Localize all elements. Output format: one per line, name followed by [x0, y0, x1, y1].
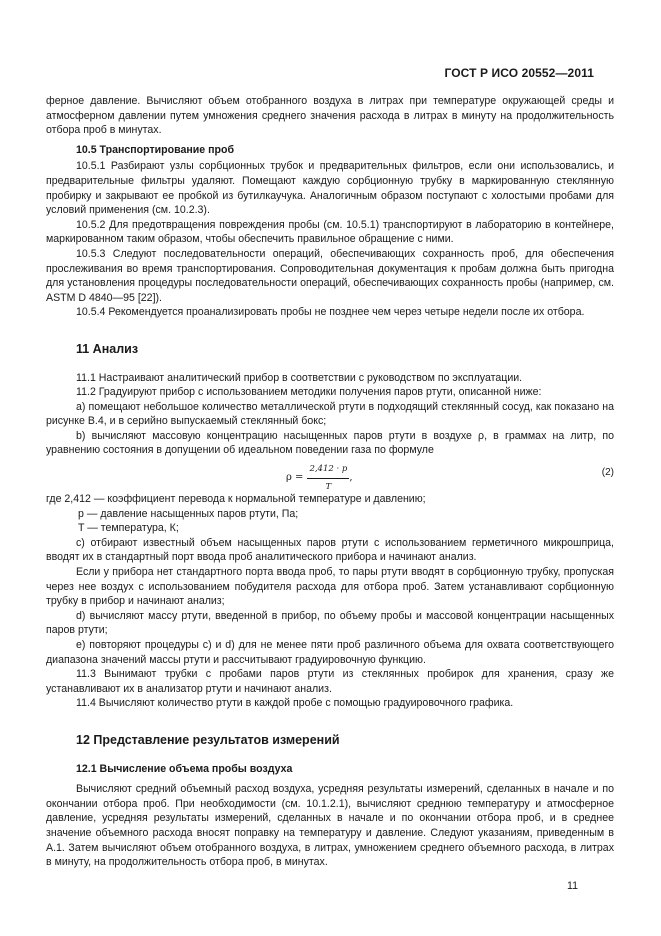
paragraph-10-5-2: 10.5.2 Для предотвращения повреждения пробы (см. 10.5.1) транспортируют в лабораторию в контейнере, маркированном таким образом, чтобы обеспечить правильное обращение с ними. [46, 218, 614, 246]
list-item-e: e) повторяют процедуры c) и d) для не менее пяти проб различного объема для охвата соответствующего диапазона значений массы ртути и рассчитывают градуировочную функцию. [46, 639, 614, 666]
section-heading-11: 11 Анализ [76, 341, 139, 356]
list-item-d: d) вычисляют массу ртути, введенной в прибор, по объему пробы и массовой концентрации насыщенных паров ртути; [46, 609, 614, 637]
formula-fraction [307, 462, 349, 494]
formula-expression [286, 462, 353, 494]
subsection-heading-10-5: 10.5 Транспортирование проб [76, 143, 235, 156]
formula-numerator: 2,412 · p [307, 462, 349, 479]
list-item-c: c) отбирают известный объем насыщенных паров ртути с использованием герметичного микрошприца, вводят их в стандартный порт ввода проб аналитического прибора и начинают анализ. [46, 536, 614, 564]
where-clause-coefficient: где 2,412 — коэффициент перевода к нормальной температуре и давлению; [46, 493, 426, 506]
formula-tail: , [349, 471, 353, 483]
page-content [46, 94, 614, 870]
paragraph-11-4: 11.4 Вычисляют количество ртути в каждой пробе с помощью градуировочного графика. [76, 697, 514, 710]
paragraph-10-5-1: 10.5.1 Разбирают узлы сорбционных трубок и предварительных фильтров, если они использовались, и предварительные фильтры удаляют. Помещают каждую сорбционную трубку в маркированную стеклянную пробирку и закрывают ее пробкой из бутилкаучука. Аналогичным образом поступают с холостыми пробами для условий применения (см. 10.2.3). [46, 160, 614, 217]
section-heading-12: 12 Представление результатов измерений [76, 732, 340, 747]
subsection-heading-12-1: 12.1 Вычисление объема пробы воздуха [76, 762, 293, 775]
paragraph-continuation: ферное давление. Вычисляют объем отобранного воздуха в литрах при температуре окружающей среды и атмосферном давлении путем умножения среднего значения расхода в литрах в минуту на продолжительность отбора проб в минутах. [46, 95, 614, 137]
where-clause-pressure: p — давление насыщенных паров ртути, Па; [78, 507, 299, 520]
paragraph-11-3: 11.3 Вынимают трубки с пробами паров ртути из стеклянных пробирок для хранения, сразу же устанавливают их в анализатор ртути и начинают анализ. [46, 668, 614, 695]
paragraph-no-port: Если у прибора нет стандартного порта ввода проб, то пары ртути вводят в сорбционную трубку, пропуская через нее воздух с использованием побудителя расхода для отбора проб. Затем устанавливают сорбционную трубку в прибор и начинают анализ; [46, 566, 614, 608]
formula-number: (2) [601, 467, 614, 479]
formula-denominator: T [325, 481, 332, 492]
paragraph-10-5-4: 10.5.4 Рекомендуется проанализировать пробы не позднее чем через четыре недели после их отбора. [76, 306, 585, 319]
paragraph-10-5-3: 10.5.3 Следуют последовательности операций, обеспечивающих сохранность проб, для обеспечения прослеживания во время транспортирования. Сопроводительная документация к пробам должна быть пригодна для установления процедуры последовательности операций, обеспечивающих сохранность пробы (например, см. ASTM D 4840—95 [22]). [46, 247, 614, 304]
document-id-header: ГОСТ Р ИСО 20552—2011 [444, 66, 594, 80]
list-item-a: а) помещают небольшое количество металлической ртути в подходящий стеклянный сосуд, как показано на рисунке В.4, и в серийно выпускаемый стеклянный бокс; [46, 400, 614, 428]
formula-2 [46, 460, 614, 492]
paragraph-11-1: 11.1 Настраивают аналитический прибор в соответствии с руководством по эксплуатации. [76, 371, 523, 384]
paragraph-12-1: Вычисляют средний объемный расход воздуха, усредняя результаты измерений, сделанных в начале и по окончании отбора проб. При необходимости (см. 10.1.2.1), вычисляют среднюю температуру и атмосферное давление, усредняя результаты измерений, сделанных в начале и по окончании отбора проб, и в среднее значение объемного расхода вносят поправку на температуру и давление. Следуют указаниям, приведенным в А.1. Затем вычисляют объем отобранного воздуха, в литрах, умножением среднего объемного расхода, в литрах в минуту, на продолжительность отбора проб, в минутах. [46, 783, 614, 869]
where-clause-temperature: T — температура, К; [78, 522, 179, 535]
page-number: 11 [567, 880, 578, 892]
paragraph-11-2: 11.2 Градуируют прибор с использованием методики получения паров ртути, описанной ниже: [76, 386, 542, 399]
list-item-b: b) вычисляют массовую концентрацию насыщенных паров ртути в воздухе ρ, в граммах на литр, по уравнению состояния в допущении об идеальном поведении газа по формуле [46, 429, 614, 457]
formula-lhs: ρ = [286, 471, 304, 483]
